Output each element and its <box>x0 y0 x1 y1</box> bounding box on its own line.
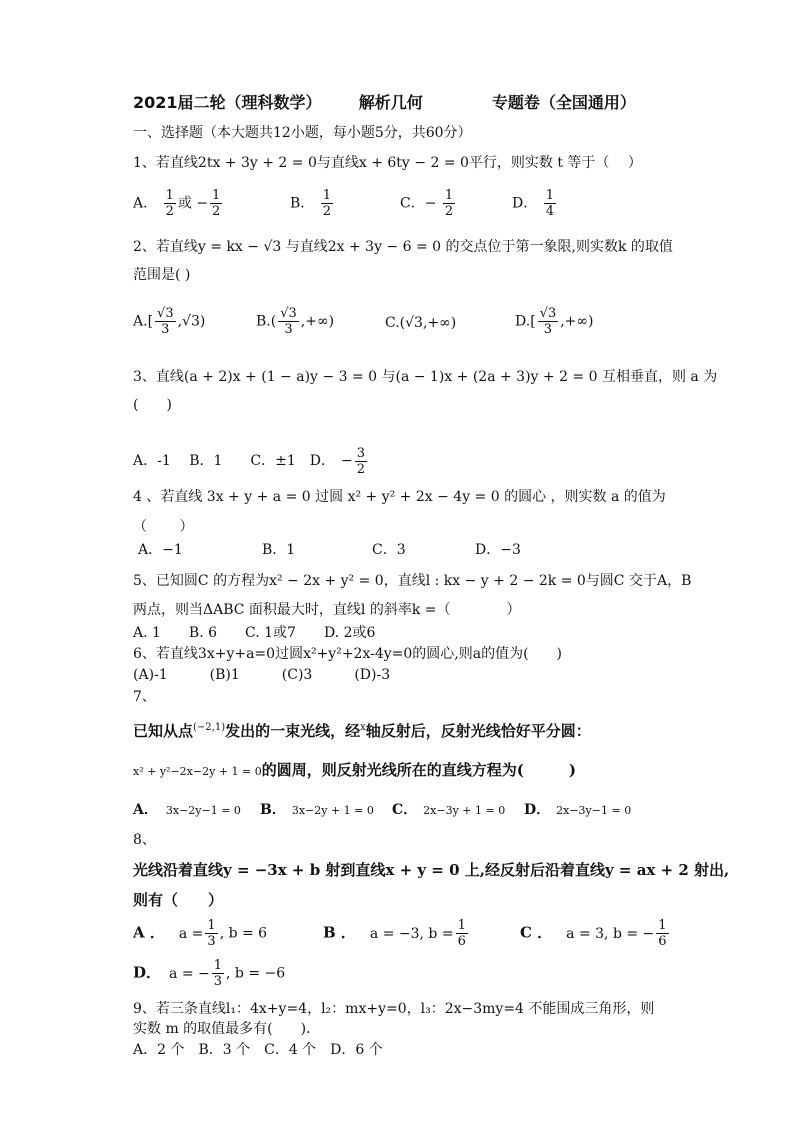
q1-stem: 1、若直线2tx + 3y + 2 = 0与直线x + 6ty − 2 = 0平行，则实数 t 等于（ ） <box>133 155 642 171</box>
q1-option-a: A． $\frac{1}{2}$ 或 − $\frac{1}{2}$ <box>133 188 221 219</box>
q2-option-c: C.(√3,+∞) <box>385 315 457 331</box>
page-title <box>133 90 636 113</box>
q4-option-a: A．−1 <box>138 542 183 558</box>
q3-stem-line-2: ( ) <box>133 397 172 413</box>
q8-number: 8、 <box>133 832 156 848</box>
q8-option-b: B ． a = −3, b = $\frac{1}{6}$ <box>323 918 466 949</box>
q6-stem: 6、若直线3x+y+a=0过圆x²+y²+2x-4y=0的圆心,则a的值为( ) <box>133 646 563 662</box>
q5-stem-line-2: 两点，则当ΔABC 面积最大时，直线l 的斜率k =（ ） <box>133 602 521 618</box>
q2-option-a: A.[ $\frac{√3}{3}$ ,√3) <box>133 306 206 337</box>
q7-stem-line-2: x² + y²−2x−2y + 1 = 0的圆周，则反射光线所在的直线方程为( ) <box>133 761 576 779</box>
q9-options: A．2 个 B．3 个 C．4 个 D．6 个 <box>133 1042 383 1058</box>
title-part-2: 解析几何 <box>358 93 423 112</box>
q8-option-a: A ． a = $\frac{1}{3}$ , b = 6 <box>133 918 268 949</box>
q3-stem-line-1: 3、直线(a + 2)x + (1 − a)y − 3 = 0 与(a − 1)x + (2a + 3)y + 2 = 0 互相垂直，则 a 为 <box>133 369 718 385</box>
q7-number: 7、 <box>133 689 156 705</box>
q9-stem-line-1: 9、若三条直线l₁：4x+y=4，l₂：mx+y=0，l₃：2x−3my=4 不能围成三角形，则 <box>133 1001 655 1017</box>
q5-options: A. 1 B. 6 C. 1或7 D. 2或6 <box>133 625 376 641</box>
q7-option-c: C． 2x−3y + 1 = 0 <box>392 802 506 818</box>
q4-option-d: D．−3 <box>475 542 521 558</box>
q4-stem-line-1: 4 、若直线 3x + y + a = 0 过圆 x² + y² + 2x − 4y = 0 的圆心 ，则实数 a 的值为 <box>133 489 666 505</box>
q8-stem-line-1: 光线沿着直线y = −3x + b 射到直线x + y = 0 上,经反射后沿着直线y = ax + 2 射出, <box>133 861 730 879</box>
title-part-1: 2021届二轮（理科数学） <box>133 93 322 112</box>
q7-option-a: A． 3x−2y−1 = 0 <box>133 802 241 818</box>
q7-option-b: B． 3x−2y + 1 = 0 <box>260 802 374 818</box>
q2-stem-line-2: 范围是( ) <box>133 267 191 283</box>
q7-stem-line-1: 已知从点$^{(-2,1)}$发出的一束光线，经$^x$轴反射后，反射光线恰好平分圆： <box>133 722 591 740</box>
q7-option-d: D． 2x−3y−1 = 0 <box>524 802 632 818</box>
section-heading: 一、选择题（本大题共12小题，每小题5分，共60分） <box>133 125 472 141</box>
q5-stem-line-1: 5、已知圆C 的方程为x² − 2x + y² = 0，直线l : kx − y + 2 − 2k = 0与圆C 交于A，B <box>133 573 692 589</box>
q2-stem-line-1: 2、若直线y = kx − √3 与直线2x + 3y − 6 = 0 的交点位于第一象限,则实数k 的取值 <box>133 239 673 255</box>
q2-option-d: D.[ $\frac{√3}{3}$ ,+∞) <box>515 306 594 337</box>
q1-option-d: D． $\frac{1}{4}$ <box>512 188 554 219</box>
q8-option-c: C ． a = 3, b = − $\frac{1}{6}$ <box>520 918 667 949</box>
q8-option-d: D． a = − $\frac{1}{3}$ , b = −6 <box>133 958 286 989</box>
q9-stem-line-2: 实数 m 的取值最多有( )． <box>133 1021 321 1037</box>
q1-option-b: B． $\frac{1}{2}$ <box>290 188 332 219</box>
q2-option-b: B.( $\frac{√3}{3}$ ,+∞) <box>256 306 335 337</box>
q4-option-b: B．1 <box>262 542 296 558</box>
q1-option-c: C．− $\frac{1}{2}$ <box>400 188 454 219</box>
title-part-3: 专题卷（全国通用） <box>491 93 636 112</box>
q4-stem-line-2: （ ） <box>133 519 194 535</box>
q6-options: (A)-1 (B)1 (C)3 (D)-3 <box>133 667 391 683</box>
q8-stem-line-2: 则有（ ） <box>133 891 224 909</box>
q4-option-c: C．3 <box>372 542 406 558</box>
q3-options: A．-1 B．1 C．±1 D． − $\frac{3}{2}$ <box>133 445 365 477</box>
